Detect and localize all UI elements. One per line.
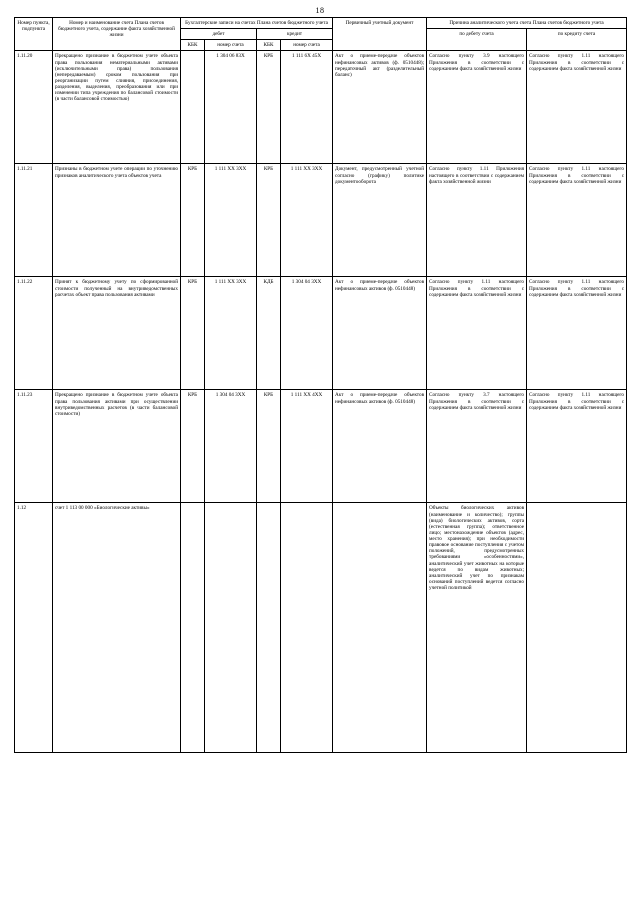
cell-account-credit: 1 111 ХХ 3ХХ	[281, 164, 333, 277]
header-credit: кредит	[257, 29, 333, 40]
cell-number: 1.11.22	[15, 277, 53, 390]
cell-account-debit: 1 304 06 83Х	[205, 51, 257, 164]
cell-account-name: Принят к бюджетному учету по сформированной стоимости полученный на внутриведомственных расчетах объект права пользования активами	[53, 277, 181, 390]
cell-kbk-debit: КРБ	[181, 277, 205, 390]
cell-reason-debit: Согласно пункту 3.9 настоящего Приложения в соответствии с содержанием факта хозяйственной жизни	[427, 51, 527, 164]
cell-document: Документ, предусмотренный учетной согласно (графику) политике документооборота	[333, 164, 427, 277]
table-header-row-1	[15, 18, 627, 29]
cell-kbk-credit: КРБ	[257, 164, 281, 277]
header-kbk-debit: КБК	[181, 40, 205, 51]
table-row	[15, 277, 627, 390]
cell-number: 1.11.21	[15, 164, 53, 277]
cell-kbk-debit	[181, 503, 205, 753]
cell-kbk-debit	[181, 51, 205, 164]
header-reason-credit: по кредиту счета	[527, 29, 627, 51]
cell-number: 1.11.23	[15, 390, 53, 503]
header-account-name: Номер и наименование счета Плана счетов бюджетного учета, содержание факта хозяйственной жизни	[53, 18, 181, 51]
header-entries: Бухгалтерские записи на счетах Плана счетов бюджетного учета	[181, 18, 333, 29]
cell-kbk-credit: КРБ	[257, 390, 281, 503]
cell-account-name: счет 1 113 00 000 «Биологические активы»	[53, 503, 181, 753]
cell-account-debit	[205, 503, 257, 753]
cell-account-name: Прекращено признание в бюджетном учете объекта права пользования активами при осуществлении внутриведомственных расчетов (в части балансовой стоимости)	[53, 390, 181, 503]
header-reason: Причина аналитического учета счета Плана счетов бюджетного учета	[427, 18, 627, 29]
cell-account-name: Признаны в бюджетном учете операции по уточнению признаков аналитического учета объектов учета	[53, 164, 181, 277]
cell-account-debit: 1 304 04 3ХХ	[205, 390, 257, 503]
cell-kbk-credit: КРБ	[257, 51, 281, 164]
cell-document: Акт о приеме-передаче объектов нефинансовых активов (ф. 0510448); передаточный акт (разделительный баланс)	[333, 51, 427, 164]
cell-kbk-credit	[257, 503, 281, 753]
header-kbk-credit: КБК	[257, 40, 281, 51]
header-number: Номер пункта, подпункта	[15, 18, 53, 51]
cell-number: 1.12	[15, 503, 53, 753]
cell-reason-debit: Согласно пункту 1.11 Приложения настоящего в соответствии с содержанием факта хозяйственной жизни	[427, 164, 527, 277]
cell-reason-debit: Объекты биологических активов (наименование и количество); группы (вида) биологических активов, сорта (естественная группа); ответственное лицо; местонахождение объектов (адрес, место хранения); при необходимости правовое основание поступления с учетом положений, предусмотренных требованиями «особенностями», аналитический учет животных на которые ведется по видам животных; аналитический учет по признакам оснований поступлений ведется согласно учетной политикой	[427, 503, 527, 753]
table-row	[15, 164, 627, 277]
cell-kbk-debit: КРБ	[181, 164, 205, 277]
cell-account-credit: 1 111 ХХ 4ХХ	[281, 390, 333, 503]
accounting-entries-table	[14, 17, 627, 753]
cell-account-debit: 1 111 ХХ 3ХХ	[205, 164, 257, 277]
table-row	[15, 503, 627, 753]
cell-account-name: Прекращено признание в бюджетном учете объекта права пользования нематериальными активами (исключительными права) пользования (непередаваемым) сроком пользования при реорганизации путем слияния, присоединения, разделения, выделения, преобразования или при изменении типа учреждения по балансовой стоимости (в части балансовой стоимостью)	[53, 51, 181, 164]
header-debit: дебет	[181, 29, 257, 40]
cell-kbk-credit: КДБ	[257, 277, 281, 390]
table-row	[15, 390, 627, 503]
header-document: Первичный учетный документ	[333, 18, 427, 51]
cell-account-debit: 1 111 ХХ 3ХХ	[205, 277, 257, 390]
header-reason-debit: по дебету счета	[427, 29, 527, 51]
cell-reason-credit: Согласно пункту 1.11 настоящего Приложения в соответствии с содержанием факта хозяйственной жизни	[527, 390, 627, 503]
cell-number: 1.11.20	[15, 51, 53, 164]
cell-reason-debit: Согласно пункту 3.7 настоящего Приложения в соответствии с содержанием факта хозяйственной жизни	[427, 390, 527, 503]
cell-document: Акт о приеме-передаче объектов нефинансовых активов (ф. 0510448)	[333, 277, 427, 390]
cell-reason-credit: Согласно пункту 1.11 настоящего Приложения в соответствии с содержанием факта хозяйственной жизни	[527, 277, 627, 390]
cell-reason-debit: Согласно пункту 1.11 настоящего Приложения в соответствии с содержанием факта хозяйственной жизни	[427, 277, 527, 390]
cell-document: Акт о приеме-передаче объектов нефинансовых активов (ф. 0510448)	[333, 390, 427, 503]
cell-reason-credit: Согласно пункту 1.11 настоящего Приложения в соответствии с содержанием факта хозяйственной жизни	[527, 164, 627, 277]
cell-account-credit	[281, 503, 333, 753]
table-row	[15, 51, 627, 164]
cell-kbk-debit: КРБ	[181, 390, 205, 503]
header-account-credit: номер счета	[281, 40, 333, 51]
cell-reason-credit	[527, 503, 627, 753]
cell-account-credit: 1 304 04 3ХХ	[281, 277, 333, 390]
cell-account-credit: 1 111 6Х 45Х	[281, 51, 333, 164]
cell-document	[333, 503, 427, 753]
page-number: 18	[315, 6, 325, 15]
cell-reason-credit: Согласно пункту 1.11 настоящего Приложения в соответствии с содержанием факта хозяйственной жизни	[527, 51, 627, 164]
header-account-debit: номер счета	[205, 40, 257, 51]
